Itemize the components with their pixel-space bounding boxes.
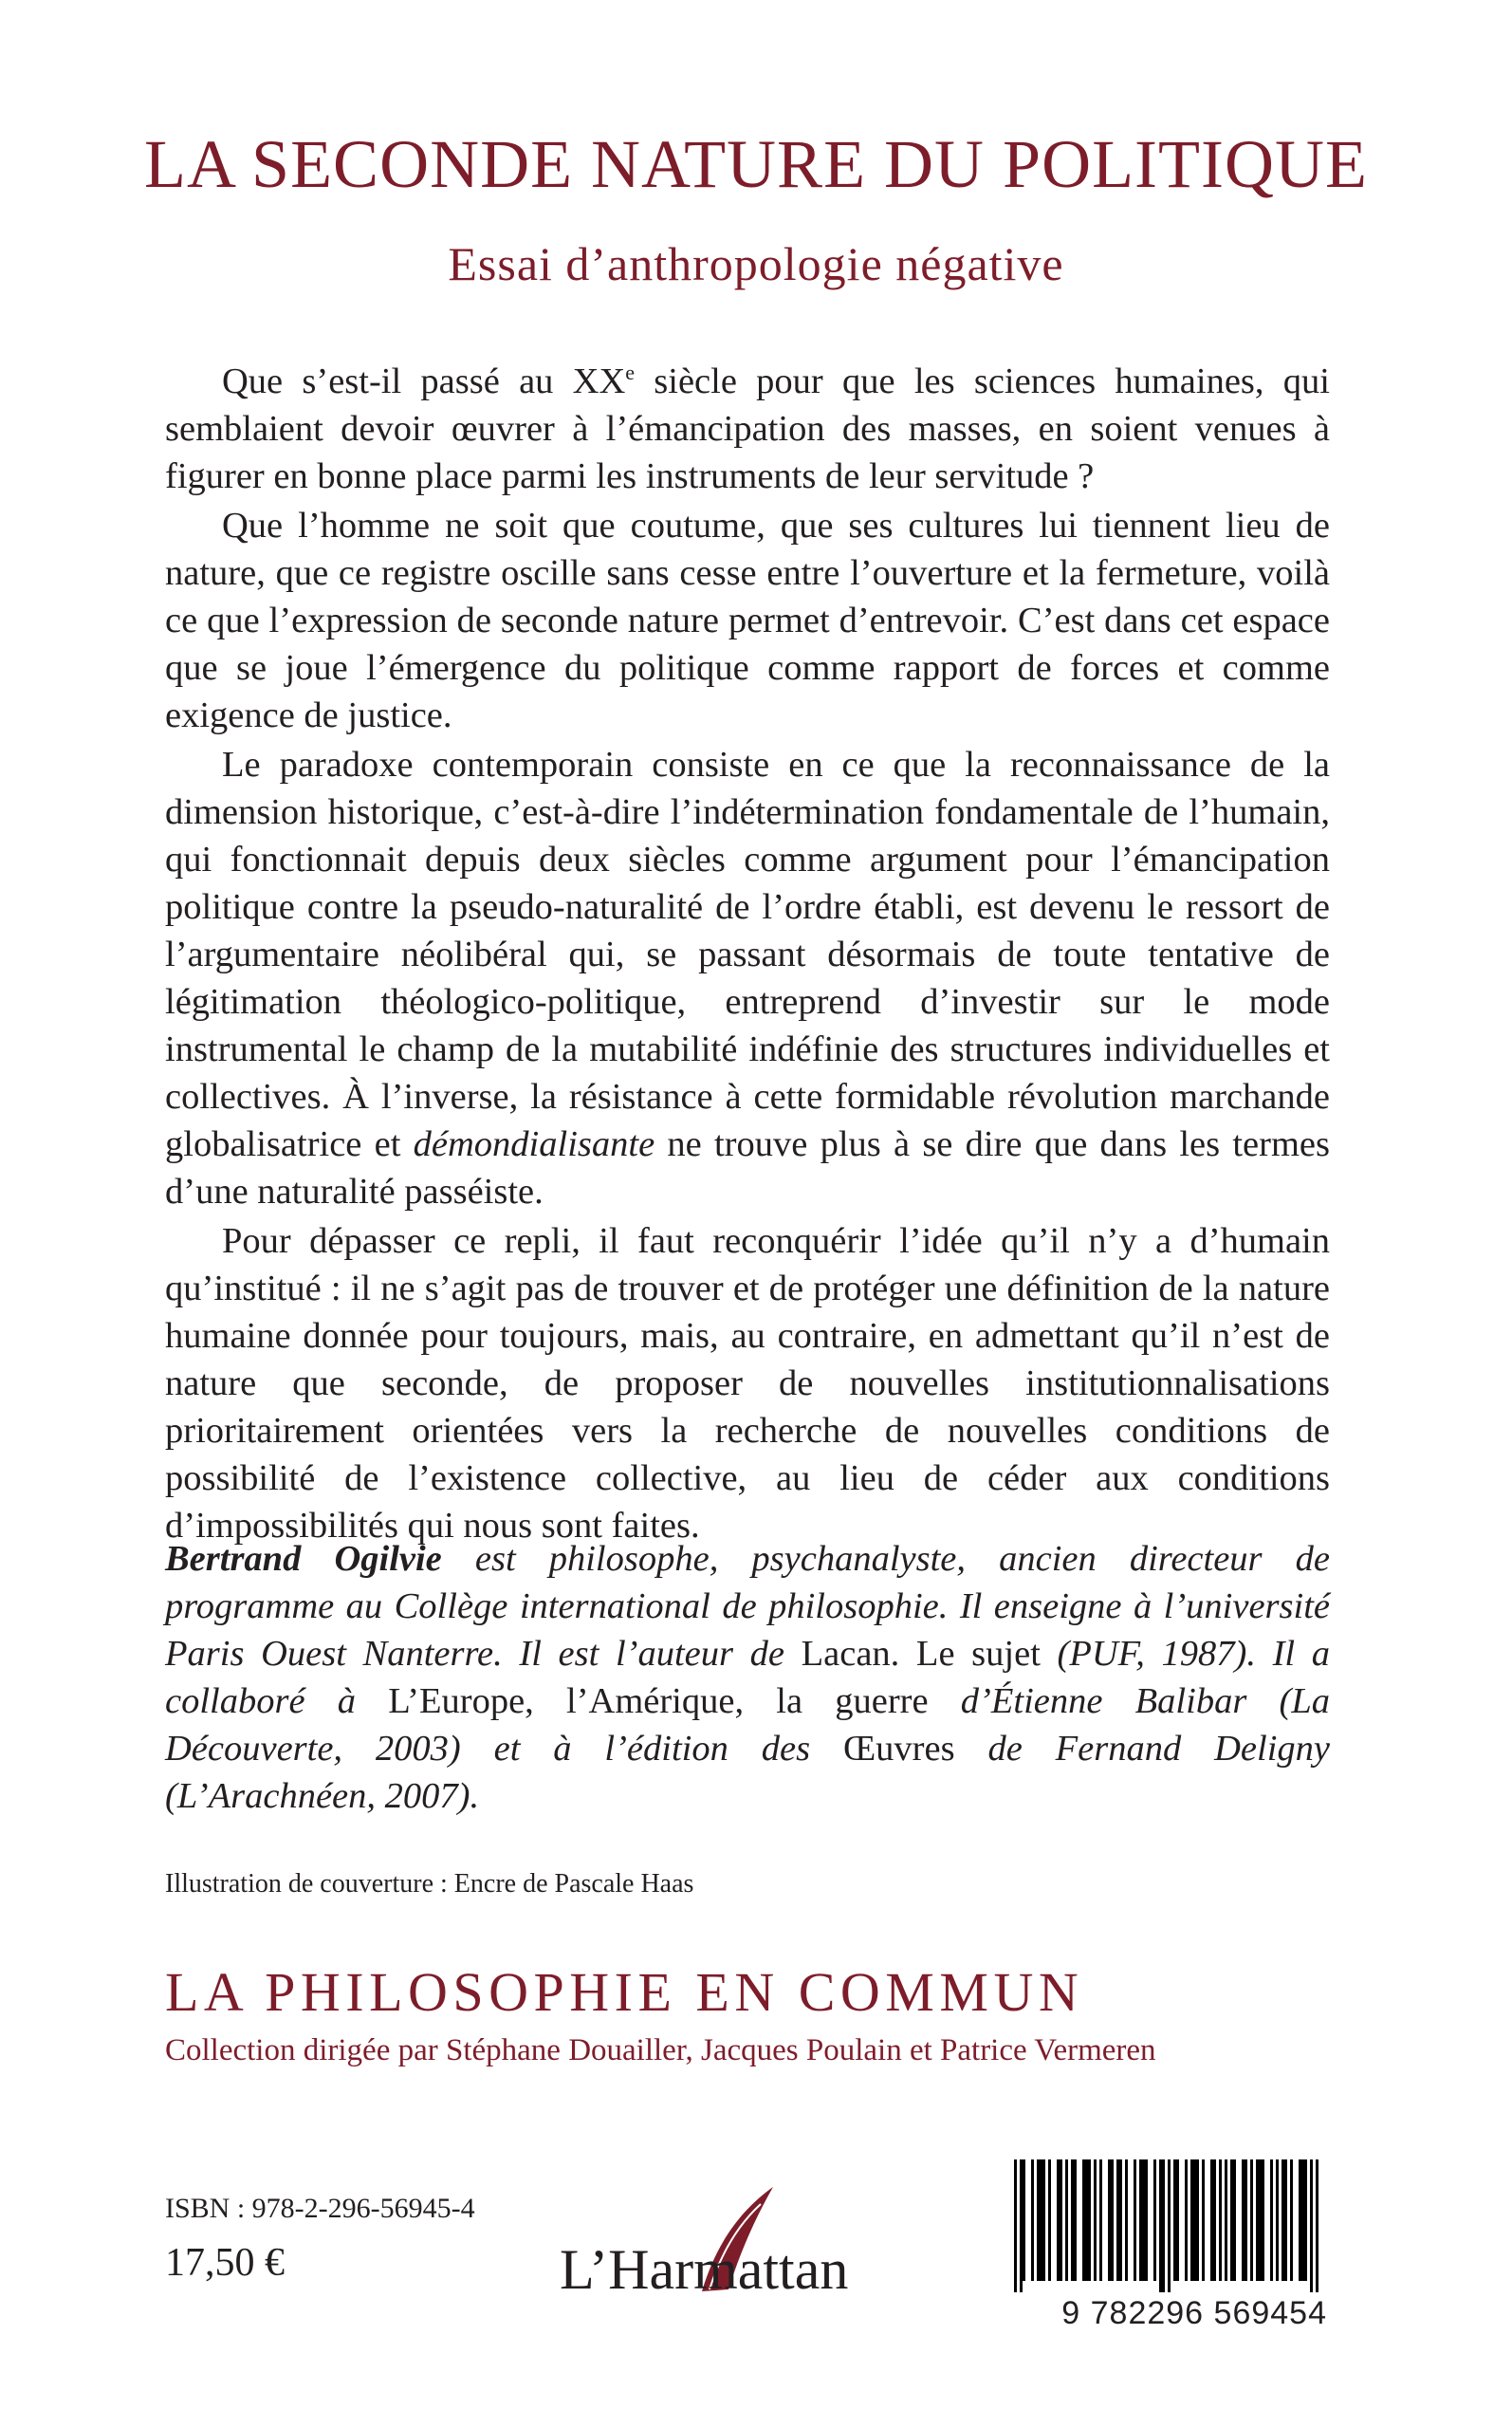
barcode-bar (1225, 2159, 1227, 2281)
barcode-bar (1145, 2159, 1148, 2281)
collection-directors: Collection dirigée par Stéphane Douailler, Jacques Poulain et Patrice Vermeren (165, 2033, 1156, 2067)
barcode-bar (1196, 2159, 1199, 2281)
barcode-bar (1099, 2159, 1102, 2281)
barcode-bar (1230, 2159, 1233, 2281)
barcode-bar (1176, 2159, 1179, 2281)
author-name: Bertrand Ogilvie (165, 1539, 442, 1579)
barcode-bar (1168, 2159, 1171, 2292)
collection-name: LA PHILOSOPHIE EN COMMUN (165, 1961, 1084, 2023)
barcode-bar (1173, 2159, 1176, 2281)
barcode-bar (1210, 2159, 1213, 2281)
barcode-bar (1023, 2159, 1025, 2281)
barcode-bar (1014, 2159, 1017, 2292)
barcode-bar (1301, 2159, 1304, 2281)
summary-paragraph-2: Que l’homme ne soit que coutume, que ses cultures lui tiennent lieu de nature, que ce registre oscille sans cesse entre l’ouverture et la fermeture, voilà ce que l’expression de seconde nature permet d’entrevoir. C’est dans cet espace que se joue l’émergence du politique comme rapport de forces et comme exigence de justice. (165, 505, 1330, 735)
barcode-bar (1259, 2159, 1262, 2281)
book-subtitle: Essai d’anthropologie négative (448, 237, 1064, 290)
publisher-name: L’Harmattan (560, 2238, 849, 2301)
barcode-bar (1219, 2159, 1222, 2281)
work-title: Lacan. Le sujet (801, 1634, 1041, 1674)
price: 17,50 € (165, 2241, 285, 2285)
barcode-bar (1316, 2159, 1318, 2292)
barcode-bar (1290, 2159, 1293, 2281)
isbn: ISBN : 978-2-296-56945-4 (165, 2193, 475, 2224)
barcode-bar (1074, 2159, 1077, 2281)
author-bio: Bertrand Ogilvie est philosophe, psychanalyste, ancien directeur de programme au Collège international de philosophie. Il enseigne à l’université Paris Ouest Nanterre. Il est l’auteur de Lacan. Le sujet (PUF, 1987). Il a collaboré à L’Europe, l’Amérique, la guerre d’Étienne Balibar (La Découverte, 2003) et à l’édition des Œuvres de Fernand Deligny (L’Arachnéen, 2007). (165, 1539, 1330, 1816)
barcode-bar (1108, 2159, 1111, 2281)
barcode-bar (1111, 2159, 1114, 2281)
century-superscript: e (625, 361, 636, 384)
barcode-bar (1116, 2159, 1119, 2281)
barcode-bar (1162, 2159, 1165, 2292)
barcode-bar (1134, 2159, 1136, 2281)
summary-paragraph-3: Le paradoxe contemporain consiste en ce que la reconnaissance de la dimension historique, c’est-à-dire l’indétermination fondamentale de l’humain, qui fonctionnait depuis deux siècles comme argument pour l’émancipation politique contre la pseudo-naturalité de l’ordre établi, est devenu le ressort de l’argumentaire néolibéral qui, se passant désormais de toute tentative de légitimation théologico-politique, entreprend d’investir sur le mode instrumental le champ de la mutabilité indéfinie des structures individuelles et collectives. À l’inverse, la résistance à cette formidable révolution marchande globalisatrice et démondialisante ne trouve plus à se dire que dans les termes d’une naturalité passéiste. (165, 744, 1330, 1212)
barcode-bar (1139, 2159, 1142, 2281)
barcode-bar (1048, 2159, 1051, 2281)
barcode-bar (1037, 2159, 1040, 2281)
barcode-bar (1088, 2159, 1091, 2281)
work-title: Œuvres (842, 1729, 955, 1769)
barcode-bar (1233, 2159, 1236, 2281)
barcode-bar (1094, 2159, 1097, 2281)
barcode-bar (1031, 2159, 1034, 2281)
cover-illustration-credit: Illustration de couverture : Encre de Pascale Haas (165, 1869, 694, 1899)
back-cover-summary (165, 349, 1330, 1551)
barcode-bar (1242, 2159, 1245, 2281)
barcode-bar (1040, 2159, 1042, 2281)
barcode-bar (1082, 2159, 1085, 2281)
emphasized-term: démondialisante (413, 1123, 655, 1164)
barcode-bars (1003, 2152, 1327, 2294)
barcode-bar (1282, 2159, 1284, 2281)
barcode-bar (1190, 2159, 1193, 2281)
summary-paragraph-4: Pour dépasser ce repli, il faut reconquérir l’idée qu’il n’y a d’humain qu’institué : il ne s’agit pas de trouver et de protéger une définition de la nature humaine donnée pour toujours, mais, au contraire, en admettant qu’il n’est de nature que seconde, de proposer de nouvelles institutionnalisations prioritairement orientées vers la recherche de nouvelles conditions de possibilité de l’existence collective, au lieu de céder aux conditions d’impossibilités qui nous sont faites. (165, 1220, 1330, 1546)
barcode-bar (1193, 2159, 1196, 2281)
barcode-bar (1042, 2159, 1045, 2281)
barcode (1003, 2152, 1327, 2331)
barcode-digits: 9 782296 569454 (1061, 2295, 1327, 2331)
barcode-bar (1185, 2159, 1188, 2281)
barcode-bar (1250, 2159, 1253, 2281)
publisher-logo (560, 2177, 958, 2320)
barcode-bar (1060, 2159, 1062, 2281)
barcode-bar (1256, 2159, 1259, 2281)
summary-paragraph-1: Que s’est-il passé au XXe siècle pour que les sciences humaines, qui semblaient devoir œuvrer à l’émancipation des masses, en soient venues à figurer en bonne place parmi les instruments de leur servitude ? (165, 361, 1330, 496)
work-title: L’Europe, l’Amérique, la guerre (388, 1681, 929, 1721)
barcode-bar (1065, 2159, 1068, 2281)
barcode-bar (1310, 2159, 1313, 2292)
barcode-bar (1262, 2159, 1264, 2281)
barcode-bar (1142, 2159, 1145, 2281)
barcode-bar (1284, 2159, 1287, 2281)
barcode-bar (1245, 2159, 1247, 2281)
book-title: LA SECONDE NATURE DU POLITIQUE (144, 126, 1368, 202)
barcode-bar (1071, 2159, 1074, 2281)
barcode-bar (1213, 2159, 1216, 2281)
barcode-bar (1276, 2159, 1279, 2281)
barcode-bar (1057, 2159, 1060, 2281)
barcode-bar (1202, 2159, 1205, 2281)
barcode-bar (1119, 2159, 1122, 2281)
barcode-bar (1153, 2159, 1156, 2281)
barcode-bar (1270, 2159, 1273, 2281)
barcode-bar (1299, 2159, 1301, 2281)
barcode-bar (1125, 2159, 1128, 2281)
barcode-bar (1020, 2159, 1023, 2292)
barcode-bar (1304, 2159, 1307, 2281)
barcode-bar (1159, 2159, 1162, 2292)
barcode-bar (1085, 2159, 1088, 2281)
